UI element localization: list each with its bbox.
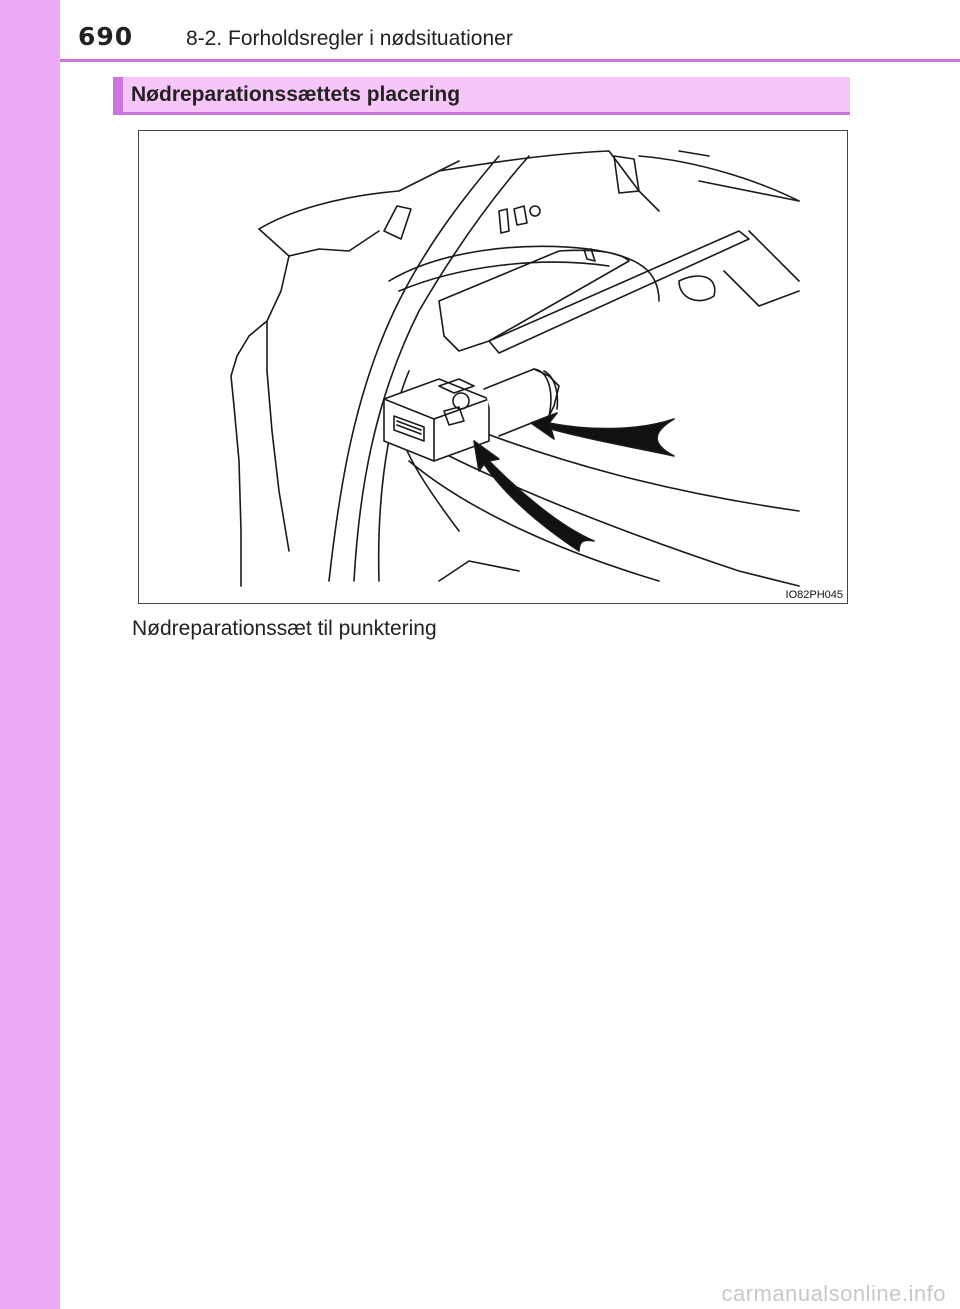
heading-title: Nødreparationssættets placering [131,83,461,106]
header-rule [60,59,960,62]
section-heading [113,77,850,115]
watermark: carmanualsonline.info [721,1281,946,1306]
illustration-trunk [138,130,848,604]
heading-accent [113,77,123,112]
side-band [0,0,60,1309]
trunk-line-drawing [139,131,847,603]
figure-code: IO82PH045 [785,589,843,601]
page-number: 690 [78,22,134,51]
figure-caption: Nødreparationssæt til punktering [132,617,437,640]
section-title: 8-2. Forholdsregler i nødsituationer [186,27,513,50]
